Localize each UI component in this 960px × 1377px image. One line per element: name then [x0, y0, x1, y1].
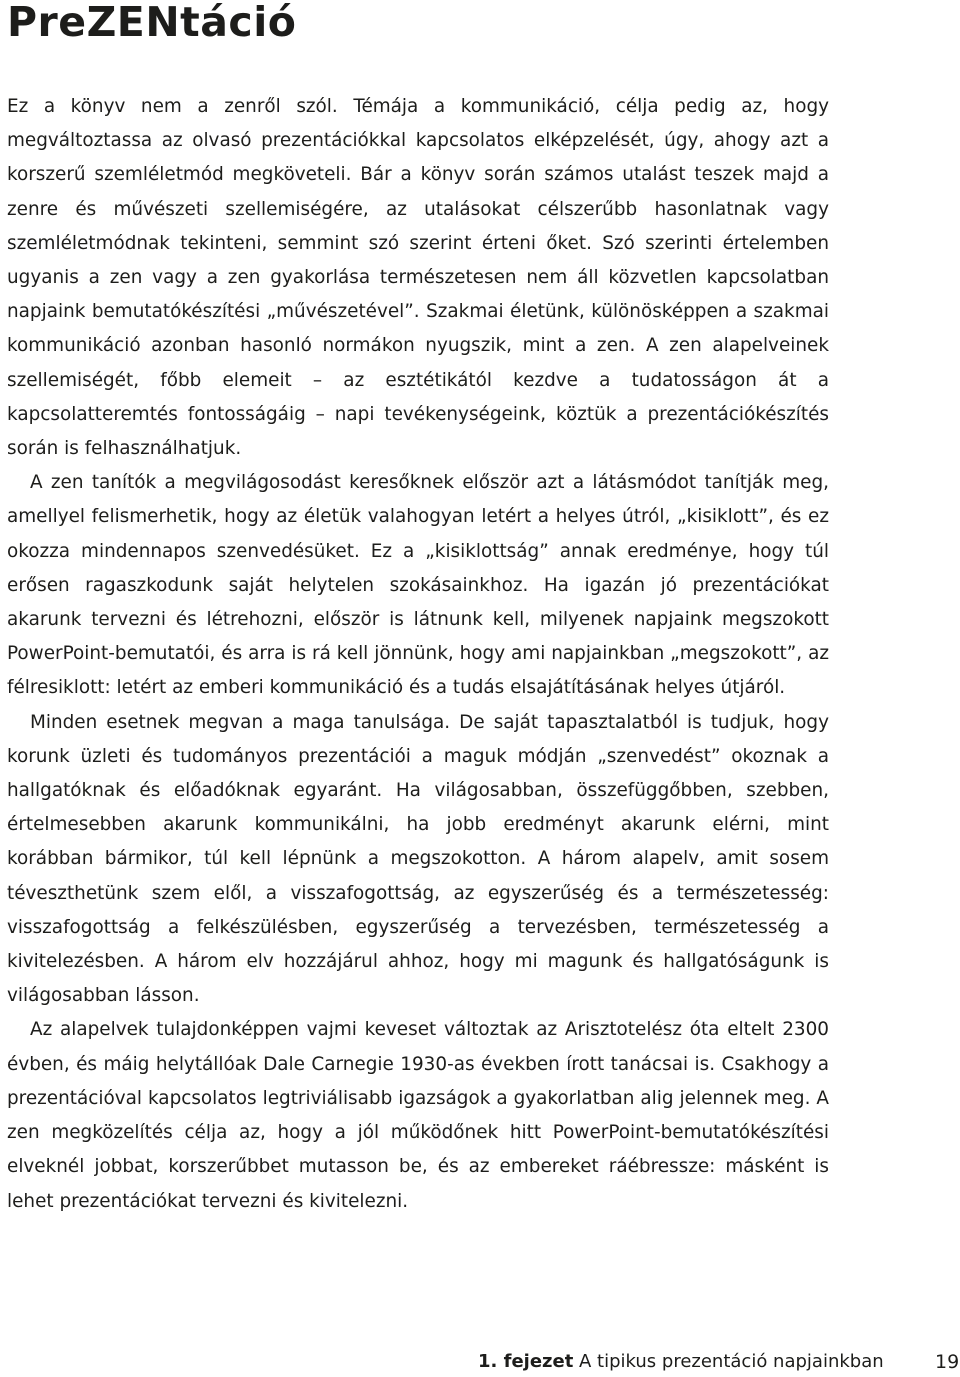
- paragraph: A zen tanítók a megvilágosodást keresőknek először azt a látásmódot tanítják meg, amellyel felismerhetik, hogy az életük valahogyan letért a helyes útról, „kisiklott”, és ez okozza mindennapos szenvedésüket. Ez a „kisiklottság” annak eredménye, hogy túl erősen ragaszkodunk saját helytelen szokásainkhoz. Ha igazán jó prezentációkat akarunk tervezni és létrehozni, először is látnunk kell, milyenek napjaink megszokott PowerPoint-bemutatói, és arra is rá kell jönnünk, hogy ami napjainkban „megszokott”, az félresiklott: letért az emberi kommunikáció és a tudás elsajátításának helyes útjáról.: [7, 472, 829, 699]
- paragraph: Minden esetnek megvan a maga tanulsága. De saját tapasztalatból is tudjuk, hogy korunk üzleti és tudományos prezentációi a maguk módján „szenvedést” okoznak a hallgatóknak és előadóknak egyaránt. Ha világosabban, összefüggőbben, szebben, értelmesebben akarunk kommunikálni, ha jobb eredményt akarunk elérni, mint korábban bármikor, túl kell lépnünk a megszokotton. A három alapelv, amit sosem téveszthetünk szem elől, a visszafogottság, az egyszerűség és a természetesség: visszafogottság a felkészülésben, egyszerűség a tervezésben, természetesség a kivitelezésben. A három elv hozzájárul ahhoz, hogy mi magunk és hallgatóságunk is világosabban lásson.: [7, 711, 829, 1007]
- body-text: [7, 90, 829, 1219]
- paragraph: Az alapelvek tulajdonképpen vajmi keveset változtak az Arisztotelész óta eltelt 2300 évben, és máig helytállóak Dale Carnegie 1930-as években írott tanácsai is. Csakhogy a prezentációval kapcsolatos legtriviálisabb igazságok a gyakorlatban alig jelennek meg. A zen megközelítés célja az, hogy a jól működőnek hitt PowerPoint-bemutatókészítési elveknél jobbat, korszerűbbet mutasson be, és az embereket ráébressze: másként is lehet prezentációkat tervezni és kivitelezni.: [7, 1019, 829, 1212]
- chapter-label: 1. fejezet: [478, 1351, 574, 1372]
- paragraph: Ez a könyv nem a zenről szól. Témája a kommunikáció, célja pedig az, hogy megváltoztassa az olvasó prezentációkkal kapcsolatos elképzelését, úgy, ahogy azt a korszerű szemléletmód megköveteli. Bár a könyv során számos utalást teszek majd a zenre és művészeti szellemiségére, az utalásokat célszerűbb hasonlatnak vagy szemléletmódnak tekinteni, semmint szó szerint érteni őket. Szó szerinti értelemben ugyanis a zen vagy a zen gyakorlása természetesen nem áll közvetlen kapcsolatban napjaink bemutatókészítési „művészetével”. Szakmai életünk, különösképpen a szakmai kommunikáció azonban hasonló normákon nyugszik, mint a zen. A zen alapelveinek szellemiségét, főbb elemeit – az esztétikától kezdve a tudatosságon át a kapcsolatteremtés fontosságáig – napi tevékenységeink, köztük a prezentációkészítés során is felhasználhatjuk.: [7, 96, 829, 460]
- page-footer: [0, 1347, 960, 1377]
- page-number: 19: [935, 1351, 960, 1373]
- page-title: PreZENtáció: [7, 0, 297, 46]
- chapter-title: A tipikus prezentáció napjainkban: [579, 1351, 884, 1372]
